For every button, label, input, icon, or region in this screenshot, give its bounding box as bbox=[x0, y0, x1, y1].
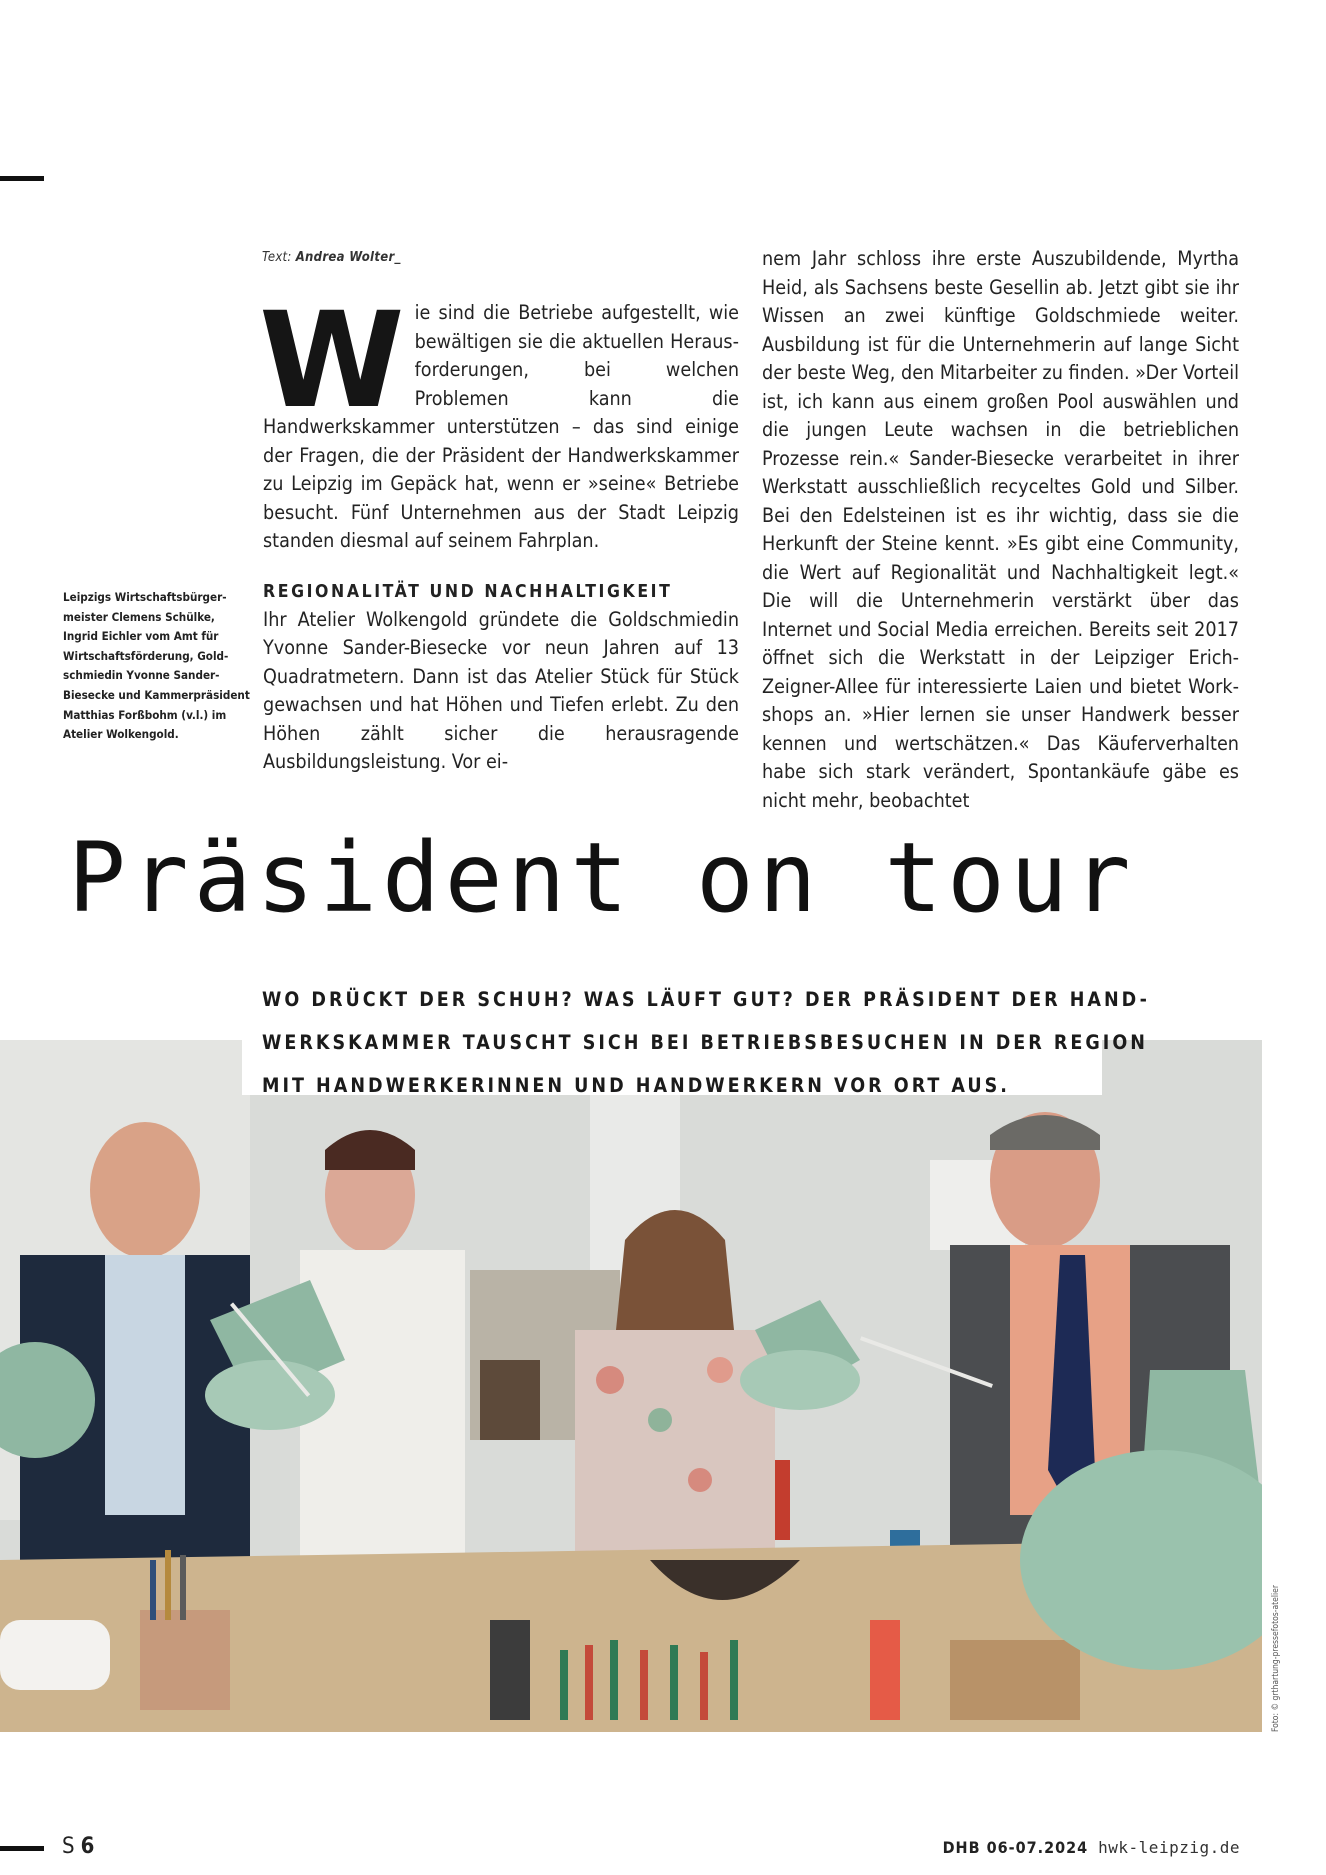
caption-line: Ingrid Eichler vom Amt für bbox=[63, 629, 219, 644]
photo-credit: Foto: © grthartung-pressefotos-atelier bbox=[1271, 1585, 1281, 1732]
caption-line: Biesecke und Kammerpräsident bbox=[63, 687, 250, 702]
page-prefix: S bbox=[62, 1834, 75, 1859]
page-number bbox=[62, 1834, 94, 1859]
caption-line: meister Clemens Schülke, bbox=[63, 609, 215, 624]
photo-caption bbox=[63, 588, 253, 745]
caption-line: Matthias Forßbohm (v.l.) im bbox=[63, 707, 227, 722]
page-number-value: 6 bbox=[80, 1834, 95, 1859]
bottom-rule bbox=[0, 1846, 44, 1851]
teaser-line: MIT HANDWERKERINNEN UND HANDWERKERN VOR ORT AUS. bbox=[262, 1074, 1010, 1097]
caption-line: Atelier Wolkengold. bbox=[63, 727, 179, 742]
teaser-line: WO DRÜCKT DER SCHUH? WAS LÄUFT GUT? DER PRÄSIDENT DER HAND- bbox=[262, 988, 1150, 1011]
top-rule bbox=[0, 176, 44, 181]
article-photo bbox=[0, 1040, 1262, 1732]
website-link[interactable]: hwk-leipzig.de bbox=[1098, 1838, 1240, 1857]
article-intro: ie sind die Betriebe aufgestellt, wie bewältigen sie die aktuellen Herausforderungen, bei welchen Problemen kann die Handwerkskammer unterstützen – das sind einige der Fragen, die der Präsident der Handwerkskammer zu Leipzig im Gepäck hat, wenn er »seine« Betriebe besucht. Fünf Unternehmen aus der Stadt Leipzig standen diesmal auf seinem Fahrplan. bbox=[263, 301, 739, 552]
caption-line: Wirtschaftsförderung, Gold- bbox=[63, 648, 229, 663]
caption-line: Leipzigs Wirtschaftsbürger- bbox=[63, 590, 227, 604]
teaser-box bbox=[242, 960, 1150, 1097]
article-paragraph: nem Jahr schloss ihre erste Auszubildende, Myrtha Heid, als Sachsens beste Gesellin ab. Jetzt gibt sie ihr Wissen an zwei künftige Goldschmiede weiter. Ausbildung ist für die Unternehmerin auf lange Sicht der beste Weg, den Mitarbeiter zu finden. »Der Vorteil ist, ich kann aus einem großen Pool auswählen und die jungen Leute wachsen in die betrieblichen Prozesse rein.« Sander-Biesecke verarbeitet in ihrer Werkstatt ausschließlich recyceltes Gold und Silber. Bei den Edelsteinen ist es ihr wichtig, dass sie die Herkunft der Steine kennt. »Es gibt eine Community, die Wert auf Regionalität und Nachhaltigkeit legt.« Die will die Unternehmerin verstärkt über das Internet und Social Media erreichen. Bereits seit 2017 öffnet sich die Werkstatt in der Leipziger Erich-Zeigner-Allee für interessierte Laien und bietet Workshops an. »Hier lernen sie unser Handwerk besser kennen und wertschätzen.« Das Käuferverhalten habe sich stark verändert, Spontankäufe gäbe es nicht mehr, beobachtet bbox=[762, 247, 1239, 812]
drop-cap: W bbox=[259, 284, 399, 438]
teaser-text bbox=[262, 978, 1150, 1107]
byline bbox=[262, 250, 401, 265]
article-subheading: REGIONALITÄT UND NACHHALTIGKEIT bbox=[263, 581, 673, 602]
article-column-1 bbox=[259, 284, 739, 777]
article-column-2 bbox=[762, 245, 1239, 815]
issue-label: DHB 06-07.2024 bbox=[942, 1838, 1089, 1857]
byline-author: Andrea Wolter_ bbox=[295, 250, 401, 265]
byline-prefix: Text: bbox=[262, 250, 296, 265]
article-paragraph: Ihr Atelier Wolkengold gründete die Goldschmiedin Yvonne Sander-Biesecke vor neun Jahren auf 13 Quadratmetern. Dann ist das Atelier Stück für Stück gewachsen und hat Höhen und Tiefen erlebt. Zu den Höhen zählt sicher die herausragende Ausbildungsleistung. Vor ei- bbox=[263, 607, 739, 773]
caption-line: schmiedin Yvonne Sander- bbox=[63, 668, 220, 683]
workshop-photo-illustration bbox=[0, 1040, 1262, 1732]
footer-info bbox=[943, 1838, 1240, 1857]
page-title: Präsident on tour bbox=[68, 822, 1136, 934]
teaser-line: WERKSKAMMER TAUSCHT SICH BEI BETRIEBSBESUCHEN IN DER REGION bbox=[262, 1031, 1148, 1054]
